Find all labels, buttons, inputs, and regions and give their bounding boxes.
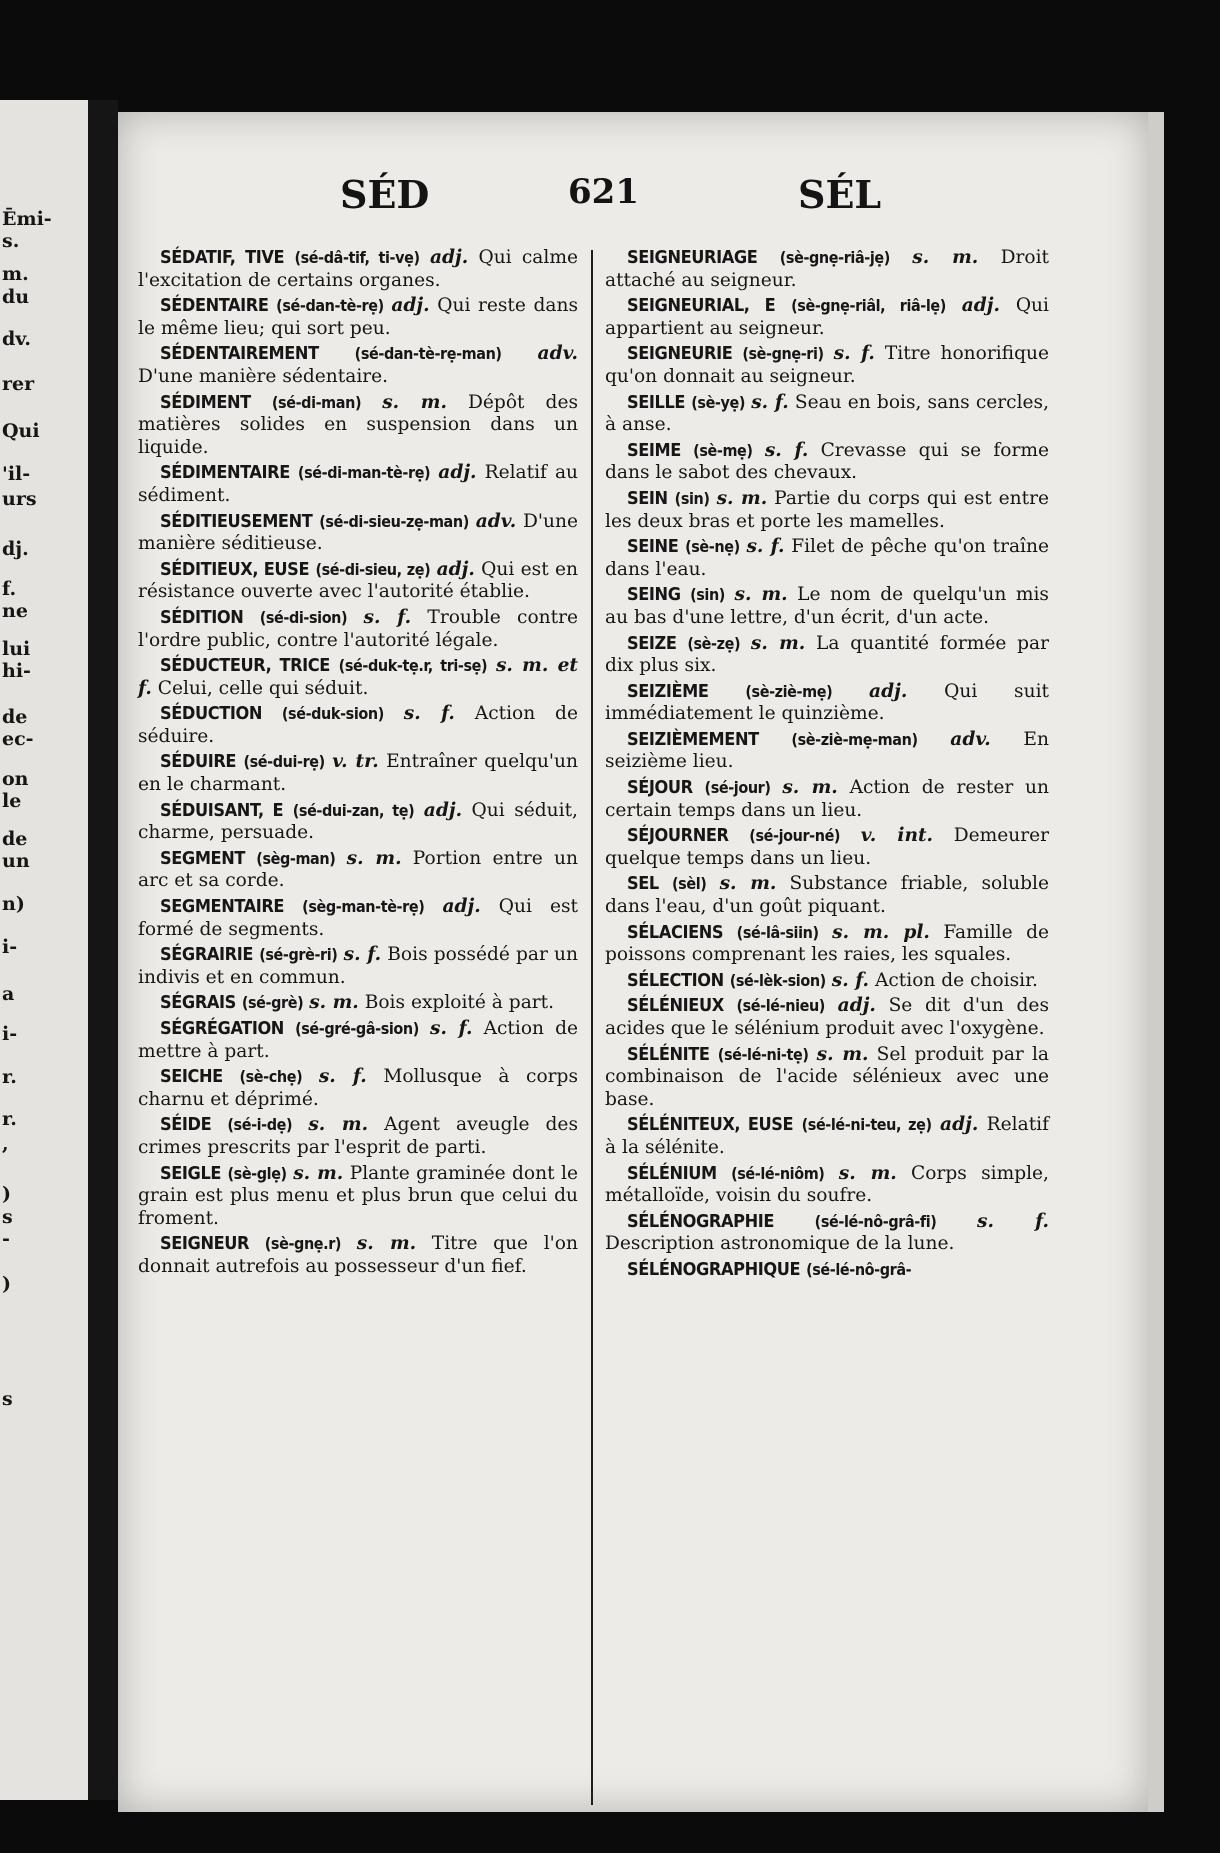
definition: Trouble contre l'ordre public, contre l'autorité légale. (138, 606, 578, 651)
previous-page-text-fragment: 'il- (2, 463, 31, 485)
dictionary-entry (605, 825, 1049, 870)
headword: SEGMENTAIRE (160, 896, 285, 918)
pronunciation: (sè-mẹ) (693, 440, 753, 460)
dictionary-page (118, 112, 1148, 1812)
definition: Bois exploité à part. (364, 992, 555, 1014)
definition: En seizième lieu. (605, 728, 1049, 773)
left-guide-word: SÉD (340, 172, 430, 217)
grammar-label: s. m. (356, 1233, 417, 1255)
headword: SÉIDE (160, 1114, 212, 1136)
dictionary-entry (605, 488, 1049, 533)
previous-page-text-fragment: m. (2, 263, 29, 285)
headword: SÉDIMENT (160, 391, 251, 413)
headword: SÉDENTAIREMENT (160, 343, 319, 365)
page-fore-edge (1148, 112, 1164, 1812)
previous-page-text-fragment: un (2, 850, 30, 872)
definition: Seau en bois, sans cercles, à anse. (605, 391, 1049, 436)
headword: SÉDITION (160, 606, 244, 628)
definition: Relatif à la sélénite. (605, 1114, 1050, 1158)
dictionary-entry (605, 970, 1049, 993)
headword: SÉJOUR (627, 777, 693, 799)
pronunciation: (sé-duk-sion) (281, 704, 384, 724)
headword: SÉLÉNITE (627, 1043, 710, 1065)
headword: SEIZE (627, 632, 677, 654)
dictionary-entry (605, 392, 1049, 437)
headword: SÉLECTION (627, 969, 724, 991)
grammar-label: adj. (391, 295, 430, 317)
previous-page-text-fragment: a (2, 983, 15, 1005)
grammar-label: s. m. (912, 247, 979, 268)
grammar-label: adv. (950, 728, 991, 750)
pronunciation: (sé-lé-niôm) (731, 1163, 825, 1183)
grammar-label: s. f. (403, 703, 455, 725)
definition: Qui suit immédiatement le quinzième. (605, 680, 1049, 725)
previous-page-text-fragment: dv. (2, 328, 32, 350)
headword: SÉDITIEUSEMENT (160, 510, 313, 532)
grammar-label: s. f. (343, 944, 382, 966)
definition: Se dit d'un des acides que le sélénium produit avec l'oxygène. (605, 995, 1049, 1039)
pronunciation: (sé-dâ-tif, ti-vẹ) (294, 248, 420, 267)
dictionary-entry (138, 295, 578, 340)
pronunciation: (sé-di-sion) (259, 607, 348, 627)
previous-page-text-fragment: le (2, 790, 22, 812)
dictionary-entry (605, 343, 1049, 388)
pronunciation: (sé-lé-ni-tẹ) (717, 1044, 809, 1064)
grammar-label: s. m. (293, 1162, 344, 1184)
grammar-label: s. m. (734, 584, 788, 606)
pronunciation: (sé-dan-tè-rẹ-man) (354, 344, 502, 364)
pronunciation: (sè-gnẹ-riâl, riâ-lẹ) (791, 296, 946, 316)
dictionary-entry (138, 1114, 578, 1159)
pronunciation: (sin) (690, 585, 725, 605)
headword: SÉLÉNIUM (627, 1162, 717, 1184)
left-column (138, 247, 578, 1282)
headword: SEIZIÈME (627, 680, 709, 702)
grammar-label: s. m. (838, 1162, 897, 1184)
pronunciation: (sé-duk-tẹ.r, tri-sẹ) (338, 656, 488, 676)
grammar-label: s. m. (816, 1043, 869, 1065)
definition: Mollusque à corps charnu et déprimé. (138, 1066, 578, 1110)
previous-page-text-fragment: on (2, 768, 29, 790)
previous-page-text-fragment: urs (2, 488, 37, 510)
grammar-label: v. tr. (332, 751, 379, 773)
definition: Bois possédé par un indivis et en commun. (138, 944, 579, 988)
previous-page-text-fragment: i- (2, 1023, 18, 1045)
headword: SEIGNEURIAL, E (627, 295, 776, 317)
definition: Titre que l'on donnait autrefois au possesseur d'un fief. (138, 1233, 578, 1277)
previous-page-text-fragment: n) (2, 893, 25, 915)
previous-page-text-fragment: s (2, 1388, 13, 1410)
grammar-label: adj. (869, 680, 908, 702)
headword: SÉLACIENS (627, 921, 724, 943)
headword: SEIGNEURIAGE (627, 247, 758, 268)
dictionary-entry (605, 922, 1049, 967)
headword: SEIN (627, 487, 668, 509)
pronunciation: (sé-dui-rẹ) (243, 752, 325, 772)
page-number: 621 (568, 172, 639, 212)
definition: Qui calme l'excitation de certains organes. (138, 247, 578, 291)
dictionary-entry (605, 584, 1049, 629)
headword: SÉDUCTION (160, 703, 262, 725)
previous-page-text-fragment: ) (2, 1273, 11, 1295)
grammar-label: adj. (837, 995, 876, 1017)
pronunciation: (sè-yẹ) (691, 392, 746, 412)
pronunciation: (sè-glẹ) (227, 1163, 287, 1183)
dictionary-entry (605, 995, 1049, 1040)
previous-page-text-fragment: ec- (2, 728, 34, 750)
definition: Qui reste dans le même lieu; qui sort peu. (138, 295, 579, 339)
pronunciation: (sé-jour) (704, 778, 771, 798)
definition: Action de choisir. (874, 969, 1038, 991)
definition: Action de séduire. (138, 703, 578, 747)
pronunciation: (sé-i-dẹ) (227, 1115, 293, 1135)
definition: Qui appartient au seigneur. (605, 295, 1049, 339)
headword: SÉDATIF, TIVE (160, 247, 285, 268)
grammar-label: adv. (475, 510, 517, 532)
pronunciation: (sè-zẹ) (687, 633, 741, 653)
definition: Famille de poissons comprenant les raies, les squales. (605, 921, 1049, 966)
dictionary-entry (138, 392, 578, 460)
dictionary-entry (605, 536, 1049, 581)
definition: D'une manière sédentaire. (138, 365, 389, 387)
previous-page-text-fragment: rer (2, 373, 35, 395)
headword: SEIME (627, 439, 681, 461)
pronunciation: (sé-dui-zan, tẹ) (292, 800, 415, 820)
grammar-label: s. m. (308, 1114, 369, 1136)
previous-page-text-fragment: , (2, 1133, 9, 1155)
grammar-label: s. f. (318, 1066, 367, 1088)
headword: SEL (627, 873, 659, 895)
dictionary-entry (138, 1233, 578, 1278)
grammar-label: s. m. (309, 992, 359, 1014)
dictionary-entry (138, 247, 578, 292)
pronunciation: (sé-lé-nô-grâ- (806, 1259, 912, 1279)
headword: SEING (627, 584, 681, 606)
dictionary-entry (138, 511, 578, 556)
pronunciation: (sèg-man-tè-rẹ) (302, 897, 425, 917)
grammar-label: v. int. (860, 825, 934, 847)
pronunciation: (sé-gré-gâ-sion) (295, 1019, 419, 1038)
grammar-label: s. f. (764, 439, 809, 461)
right-column (605, 247, 1049, 1285)
headword: SÉDITIEUX, EUSE (160, 558, 310, 580)
dictionary-entry (138, 655, 578, 700)
pronunciation: (sé-di-sieu-zẹ-man) (319, 511, 469, 531)
definition: Le nom de quelqu'un mis au bas d'une lettre, d'un écrit, d'un acte. (605, 584, 1049, 628)
previous-page-text-fragment: dj. (2, 538, 29, 560)
pronunciation: (sé-di-man) (271, 392, 362, 412)
headword: SÉLÉNOGRAPHIQUE (627, 1258, 801, 1280)
pronunciation: (sé-lèk-sion) (729, 970, 826, 990)
headword: SEINE (627, 536, 679, 558)
previous-page-text-fragment: i- (2, 936, 18, 958)
headword: SÉDUIRE (160, 751, 237, 773)
pronunciation: (sèg-man) (256, 848, 336, 868)
headword: SÉDIMENTAIRE (160, 462, 290, 484)
definition: Celui, celle qui séduit. (157, 677, 369, 699)
headword: SEIGNEURIE (627, 343, 733, 365)
previous-page-text-fragment: Ēmi- (2, 208, 52, 230)
grammar-label: adj. (429, 247, 469, 268)
dictionary-entry (605, 1211, 1049, 1256)
headword: SÉGRAIRIE (160, 944, 254, 966)
definition: Qui est formé de segments. (138, 896, 578, 940)
headword: SEIGLE (160, 1162, 222, 1184)
dictionary-entry (605, 633, 1049, 678)
previous-page-text-fragment: de (2, 828, 28, 850)
dictionary-entry (138, 800, 578, 845)
grammar-label: s. f. (833, 343, 875, 365)
definition: Substance friable, soluble dans l'eau, d'un goût piquant. (605, 873, 1049, 918)
definition: Entraîner quelqu'un en le charmant. (138, 751, 578, 796)
definition: Dépôt des matières solides en suspension dans un liquide. (138, 391, 578, 458)
headword: SÉGRÉGATION (160, 1018, 284, 1039)
definition: La quantité formée par dix plus six. (605, 632, 1049, 677)
pronunciation: (sé-lâ-siin) (736, 922, 819, 942)
pronunciation: (sé-lé-nieu) (736, 996, 825, 1016)
grammar-label: s. m. (346, 847, 402, 869)
grammar-label: s. m. (719, 873, 777, 895)
definition: Crevasse qui se forme dans le sabot des chevaux. (605, 439, 1049, 484)
headword: SEIZIÈMEMENT (627, 728, 759, 750)
dictionary-entry (138, 607, 578, 652)
dictionary-entry (605, 681, 1049, 726)
definition: Sel produit par la combinaison de l'acide sélénieux avec une base. (605, 1043, 1049, 1110)
grammar-label: adj. (940, 1114, 979, 1136)
previous-page-text-fragment: r. (2, 1066, 17, 1088)
previous-page-text-fragment: ) (2, 1183, 11, 1205)
right-guide-word: SÉL (798, 172, 882, 217)
dictionary-entry (605, 1114, 1049, 1159)
headword: SEGMENT (160, 847, 246, 869)
grammar-label: s. m. et f. (138, 655, 578, 699)
dictionary-entry (138, 1163, 578, 1231)
grammar-label: s. f. (977, 1210, 1049, 1232)
pronunciation: (sè-gnẹ-riâ-jẹ) (779, 248, 890, 267)
definition: D'une manière séditieuse. (138, 510, 578, 555)
definition: Action de rester un certain temps dans un lieu. (605, 777, 1049, 821)
pronunciation: (sé-di-man-tè-rẹ) (297, 463, 431, 483)
definition: Agent aveugle des crimes prescrits par l'esprit de parti. (138, 1114, 578, 1158)
grammar-label: s. f. (363, 606, 412, 628)
pronunciation: (sé-di-sieu, zẹ) (315, 559, 431, 579)
pronunciation: (sé-grè-ri) (259, 945, 338, 965)
grammar-label: s. f. (831, 969, 870, 991)
previous-page-text-fragment: - (2, 1228, 10, 1250)
pronunciation: (sè-gnẹ.r) (264, 1234, 342, 1254)
previous-page-edge (0, 100, 88, 1800)
grammar-label: adj. (423, 799, 463, 821)
previous-page-text-fragment: de (2, 706, 28, 728)
previous-page-text-fragment: s (2, 1206, 13, 1228)
grammar-label: adj. (436, 558, 475, 580)
pronunciation: (sé-lé-ni-teu, zẹ) (801, 1115, 932, 1135)
previous-page-text-fragment: hi- (2, 660, 31, 682)
column-divider (591, 250, 593, 1805)
headword: SEICHE (160, 1066, 223, 1088)
dictionary-entry (605, 247, 1049, 292)
headword: SÉLÉNOGRAPHIE (627, 1210, 775, 1232)
previous-page-text-fragment: du (2, 286, 30, 308)
pronunciation: (sè-ziè-mẹ) (745, 681, 833, 701)
dictionary-entry (138, 751, 578, 796)
dictionary-entry (605, 1259, 1049, 1282)
headword: SÉJOURNER (627, 825, 729, 847)
pronunciation: (sé-grè) (241, 993, 304, 1013)
definition: Corps simple, métalloïde, voisin du soufre. (605, 1162, 1049, 1207)
grammar-label: s. m. (716, 487, 768, 509)
grammar-label: s. m. (382, 391, 447, 413)
grammar-label: s. f. (751, 391, 789, 413)
dictionary-entry (138, 703, 578, 748)
headword: SÉLÉNITEUX, EUSE (627, 1114, 794, 1136)
definition: Droit attaché au seigneur. (605, 247, 1050, 291)
previous-page-text-fragment: s. (2, 230, 20, 252)
dictionary-entry (605, 729, 1049, 774)
grammar-label: s. m. (782, 777, 838, 799)
dictionary-entry (138, 343, 578, 388)
definition: Qui séduit, charme, persuade. (138, 799, 578, 844)
dictionary-entry (605, 873, 1049, 918)
previous-page-text-fragment: r. (2, 1108, 17, 1130)
page-header (118, 172, 1148, 232)
definition: Demeurer quelque temps dans un lieu. (605, 825, 1050, 869)
pronunciation: (sè-nẹ) (685, 537, 740, 557)
headword: SÉDENTAIRE (160, 295, 269, 317)
dictionary-entry (605, 777, 1049, 822)
pronunciation: (sè-ziè-mẹ-man) (791, 729, 918, 749)
dictionary-entry (138, 848, 578, 893)
definition: Filet de pêche qu'on traîne dans l'eau. (605, 536, 1049, 580)
headword: SÉLÉNIEUX (627, 995, 724, 1017)
grammar-label: s. f. (430, 1018, 473, 1039)
dictionary-entry (138, 1066, 578, 1111)
grammar-label: adj. (961, 295, 1000, 317)
dictionary-entry (605, 1163, 1049, 1208)
previous-page-text-fragment: f. (2, 578, 17, 600)
definition: Portion entre un arc et sa corde. (138, 847, 578, 892)
dictionary-entry (138, 1018, 578, 1063)
pronunciation: (sé-jour-né) (749, 826, 841, 846)
grammar-label: adv. (537, 343, 578, 365)
pronunciation: (sé-dan-tè-rẹ) (276, 296, 384, 316)
definition: Partie du corps qui est entre les deux bras et porte les mamelles. (605, 487, 1049, 532)
definition: Action de mettre à part. (138, 1018, 579, 1062)
headword: SÉDUISANT, E (160, 799, 284, 821)
dictionary-entry (605, 1044, 1049, 1112)
pronunciation: (sè-chẹ) (239, 1067, 303, 1087)
dictionary-entry (605, 440, 1049, 485)
headword: SÉDUCTEUR, TRICE (160, 655, 330, 677)
book-gutter (88, 100, 118, 1800)
dictionary-entry (138, 992, 578, 1015)
previous-page-text-fragment: lui (2, 638, 31, 660)
definition: Qui est en résistance ouverte avec l'autorité établie. (138, 558, 578, 603)
dictionary-entry (138, 944, 578, 989)
grammar-label: s. m. (750, 632, 806, 654)
dictionary-entry (138, 559, 578, 604)
pronunciation: (sin) (674, 488, 710, 508)
headword: SÉGRAIS (160, 992, 236, 1014)
previous-page-text-fragment: Qui (2, 420, 40, 442)
definition: Relatif au sédiment. (138, 462, 579, 506)
previous-page-text-fragment: ne (2, 600, 28, 622)
grammar-label: adj. (438, 462, 477, 484)
grammar-label: s. m. pl. (832, 921, 930, 943)
definition: Plante graminée dont le grain est plus menu et plus brun que celui du froment. (138, 1162, 578, 1229)
dictionary-entry (138, 896, 578, 941)
pronunciation: (sé-lé-nô-grâ-fi) (814, 1211, 937, 1231)
pronunciation: (sè-gnẹ-ri) (742, 344, 824, 364)
pronunciation: (sèl) (672, 874, 707, 894)
dictionary-entry (138, 462, 578, 507)
grammar-label: adj. (442, 896, 481, 918)
definition: Description astronomique de la lune. (605, 1233, 955, 1255)
dictionary-entry (605, 295, 1049, 340)
definition: Titre honorifique qu'on donnait au seigneur. (605, 343, 1049, 387)
headword: SEILLE (627, 391, 686, 413)
grammar-label: s. f. (746, 536, 785, 558)
headword: SEIGNEUR (160, 1233, 250, 1255)
